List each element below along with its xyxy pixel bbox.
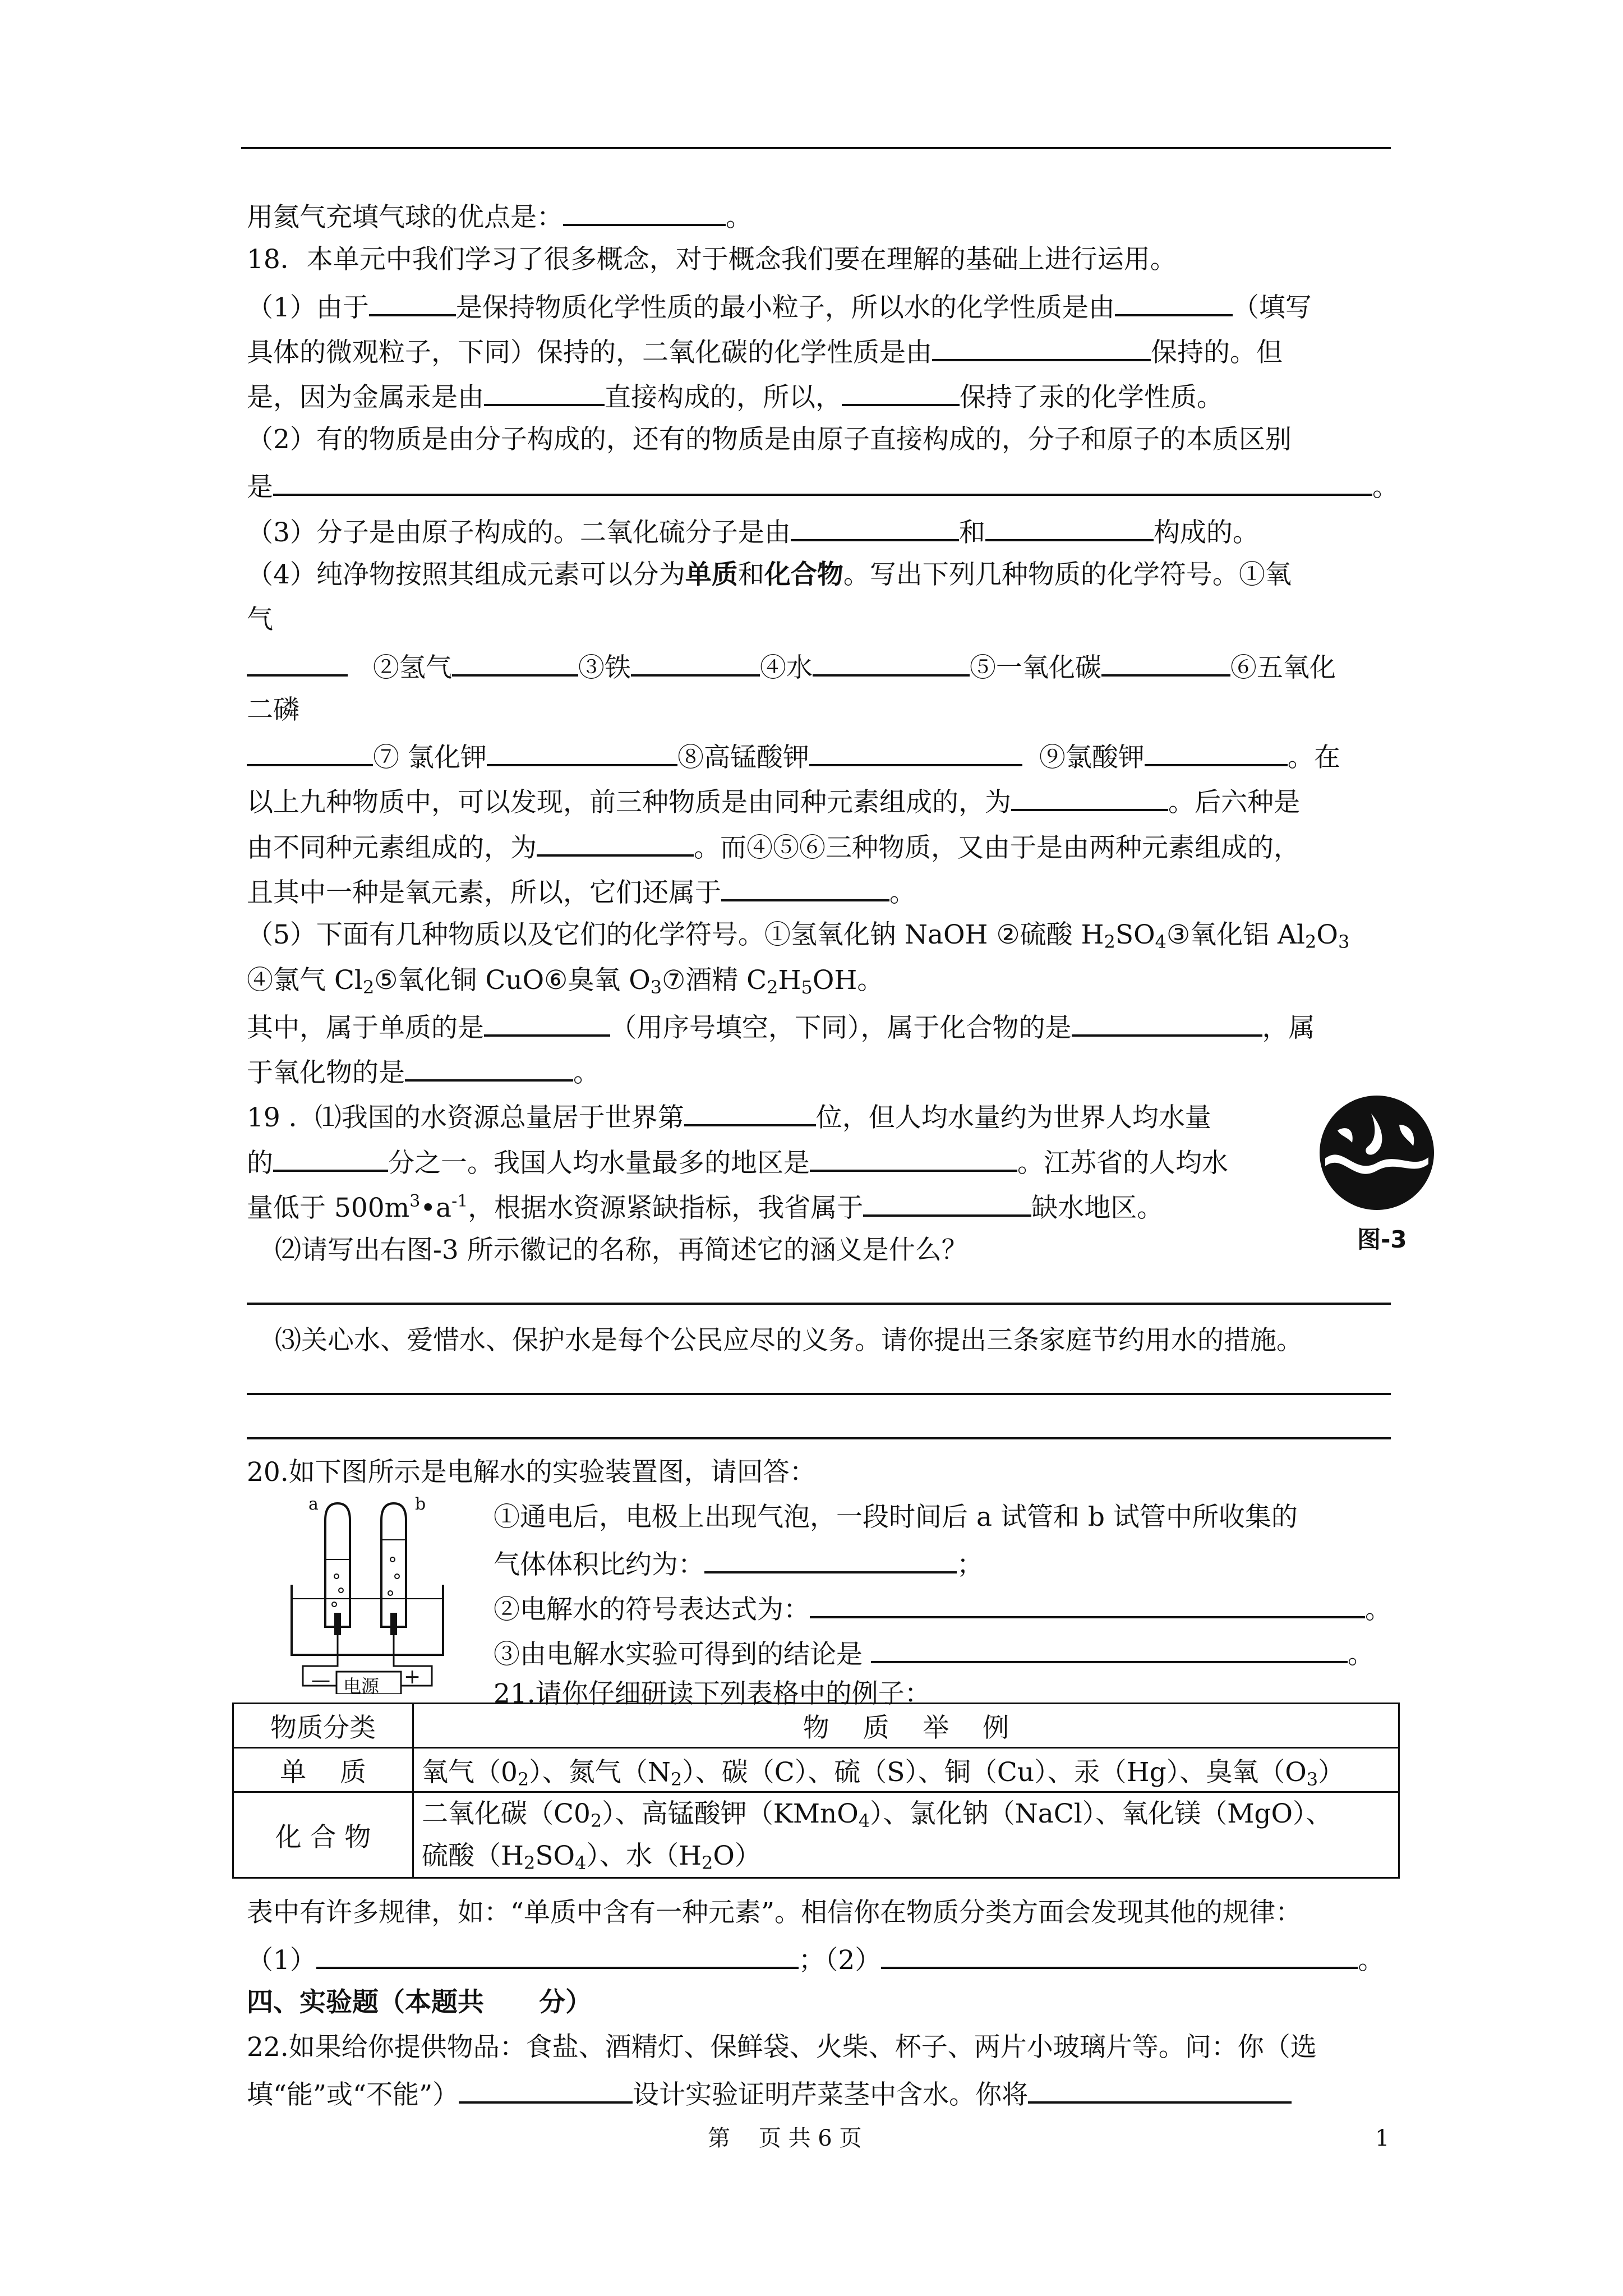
answer-blank[interactable]: [563, 198, 726, 226]
answer-blank[interactable]: [684, 1098, 816, 1126]
answer-blank[interactable]: [247, 648, 348, 677]
text-line: 气体体积比约为： ；: [494, 1545, 983, 1582]
answer-blank[interactable]: [871, 1635, 1348, 1663]
answer-line[interactable]: [247, 1437, 1391, 1439]
text-line: （2）有的物质是由分子构成的，还有的物质是由原子直接构成的，分子和原子的本质区别: [247, 424, 1292, 455]
answer-blank[interactable]: [881, 1941, 1358, 1969]
row-label-compound: 化 合 物: [233, 1792, 413, 1878]
answer-blank[interactable]: [1072, 1009, 1262, 1037]
text-line: 于氧化物的是 。: [247, 1053, 600, 1090]
answer-blank[interactable]: [484, 378, 605, 406]
text-line: （4）纯净物按照其组成元素可以分为单质和化合物。写出下列几种物质的化学符号。①氧: [247, 559, 1292, 590]
question-20: 20.如下图所示是电解水的实验装置图，请回答：: [247, 1457, 816, 1488]
text-line: 是，因为金属汞是由 直接构成的，所以， 保持了汞的化学性质。: [247, 378, 1223, 415]
answer-blank[interactable]: [813, 648, 970, 677]
answer-blank[interactable]: [721, 873, 889, 901]
text-line: （3）分子是由原子构成的。二氧化硫分子是由 和 构成的。: [247, 513, 1259, 550]
power-source-label: 电源: [343, 1676, 380, 1697]
question-19: 19 ．⑴我国的水资源总量居于世界第 位，但人均水量约为世界人均水量: [247, 1098, 1211, 1135]
answer-blank[interactable]: [369, 288, 456, 316]
text-line: ④氯气 $Cl_2⑤$氧化铜 CuO⑥臭氧 $O_3⑦$酒精 $C_2H_5OH$。: [247, 965, 884, 998]
answer-blank[interactable]: [810, 1144, 1017, 1172]
answer-blank[interactable]: [1145, 738, 1288, 766]
header-rule: [241, 147, 1391, 149]
text-line: 表中有许多规律，如：“单质中含有一种元素”。相信你在物质分类方面会发现其他的规律：: [247, 1897, 1302, 1928]
text-line: 填“能”或“不能”） 设计实验证明芹菜茎中含水。你将: [247, 2076, 1292, 2112]
answer-blank[interactable]: [273, 468, 1372, 496]
answer-blank[interactable]: [452, 648, 578, 677]
answer-blank[interactable]: [316, 1941, 799, 1969]
answer-line[interactable]: [247, 1303, 1391, 1305]
row-compound-examples: 二氧化碳$(C0_2)$、高锰酸钾（KMnO$_4$）、氯化钠（NaCl）、氧化镁（MgO）、 硫酸$(H_2SO_4)$、水$(H_2O)$: [413, 1792, 1399, 1878]
answer-blank[interactable]: [484, 1009, 610, 1037]
answer-blank[interactable]: [405, 1053, 573, 1082]
answer-blank[interactable]: [459, 2076, 633, 2104]
table-header-examples: 物 质 举 例: [413, 1704, 1399, 1748]
answer-blank[interactable]: [932, 333, 1151, 361]
answer-blank[interactable]: [487, 738, 677, 766]
answer-blank[interactable]: [1115, 288, 1233, 316]
question-21: 21.请你仔细研读下列表格中的例子：: [494, 1678, 931, 1709]
text-line: ②氢气 ③铁 ④水 ⑤一氧化碳 ⑥五氧化: [247, 648, 1336, 685]
answer-blank[interactable]: [810, 1590, 1365, 1618]
text-line: （1）由于 是保持物质化学性质的最小粒子，所以水的化学性质是由 （填写: [247, 288, 1312, 325]
text-line: 是 。: [247, 468, 1399, 504]
answer-blank[interactable]: [704, 1545, 957, 1573]
row-element-examples: 氧气$(0_2)$、氮气$(N_2)$、碳（C）、硫（S）、铜（Cu）、汞（Hg）、臭氧$(O_3)$: [413, 1748, 1399, 1792]
text-line: 其中，属于单质的是 （用序号填空，下同），属于化合物的是 ，属: [247, 1009, 1315, 1045]
answer-blank[interactable]: [273, 1144, 388, 1172]
water-saving-emblem-icon: [1315, 1091, 1438, 1214]
text-line: 具体的微观粒子，下同）保持的，二氧化碳的化学性质是由 保持的。但: [247, 333, 1283, 370]
answer-blank[interactable]: [809, 738, 1022, 766]
answer-blank[interactable]: [1011, 783, 1168, 811]
text-line: ②电解水的符号表达式为： 。: [494, 1590, 1391, 1627]
text-line: 用氦气充填气球的优点是： 。: [247, 198, 752, 234]
answer-blank[interactable]: [842, 378, 960, 406]
figure-3-label: 图-3: [1357, 1226, 1407, 1253]
tube-a-label: a: [308, 1494, 319, 1514]
text-line: ③由电解水实验可得到的结论是 。: [494, 1635, 1374, 1672]
answer-blank[interactable]: [537, 829, 694, 857]
text-line: 的 分之一。我国人均水量最多的地区是 。江苏省的人均水: [247, 1144, 1228, 1180]
table-header-category: 物质分类: [233, 1704, 413, 1748]
plus-terminal-label: +: [404, 1665, 421, 1688]
text-line: （5）下面有几种物质以及它们的化学符号。①氢氧化钠 NaOH ②硫酸 $H_2SO_4③$氧化铝 $Al_2O_3$: [247, 919, 1350, 953]
answer-blank[interactable]: [1028, 2076, 1292, 2104]
answer-blank[interactable]: [1101, 648, 1230, 677]
tube-b-label: b: [415, 1494, 426, 1514]
text-line: 二磷: [247, 694, 299, 725]
answer-blank[interactable]: [791, 513, 959, 541]
minus-terminal-label: —: [311, 1669, 330, 1691]
text-line: 且其中一种是氧元素，所以，它们还属于 。: [247, 873, 916, 910]
row-label-element: 单 质: [233, 1748, 413, 1792]
answer-line[interactable]: [247, 1393, 1391, 1395]
text-line: ⑵请写出右图-3 所示徽记的名称，再简述它的涵义是什么？: [275, 1235, 968, 1266]
text-line: 气: [247, 604, 273, 635]
footer-page-count: 第 页 共 6 页: [708, 2125, 862, 2151]
answer-blank[interactable]: [985, 513, 1154, 541]
answer-blank[interactable]: [631, 648, 760, 677]
text-line: ⑶关心水、爱惜水、保护水是每个公民应尽的义务。请你提出三条家庭节约用水的措施。: [275, 1325, 1303, 1356]
substance-classification-table: [232, 1703, 1400, 1879]
text-line: 量低于 $500m^3•a^{-1}$，根据水资源紧缺指标，我省属于 缺水地区。: [247, 1189, 1163, 1225]
footer-page-number: 1: [1375, 2125, 1390, 2151]
question-18: 18．本单元中我们学习了很多概念，对于概念我们要在理解的基础上进行运用。: [247, 244, 1177, 275]
answer-blank[interactable]: [247, 738, 373, 766]
answer-blank[interactable]: [863, 1189, 1031, 1217]
text-line: 以上九种物质中，可以发现，前三种物质是由同种元素组成的，为 。后六种是: [247, 783, 1300, 820]
text-line: 由不同种元素组成的，为 。而④⑤⑥三种物质，又由于是由两种元素组成的，: [247, 829, 1300, 865]
text-line: ①通电后，电极上出现气泡，一段时间后 a 试管和 b 试管中所收集的: [494, 1502, 1298, 1533]
question-22: 22.如果给你提供物品：食盐、酒精灯、保鲜袋、火柴、杯子、两片小玻璃片等。问：你（选: [247, 2032, 1317, 2063]
text-line: ⑦ 氯化钾 ⑧高锰酸钾 ⑨氯酸钾 。在: [247, 738, 1340, 775]
section-4-heading: 四、实验题（本题共 分）: [247, 1987, 592, 2018]
text-line: （1） ；（2） 。: [247, 1941, 1384, 1977]
